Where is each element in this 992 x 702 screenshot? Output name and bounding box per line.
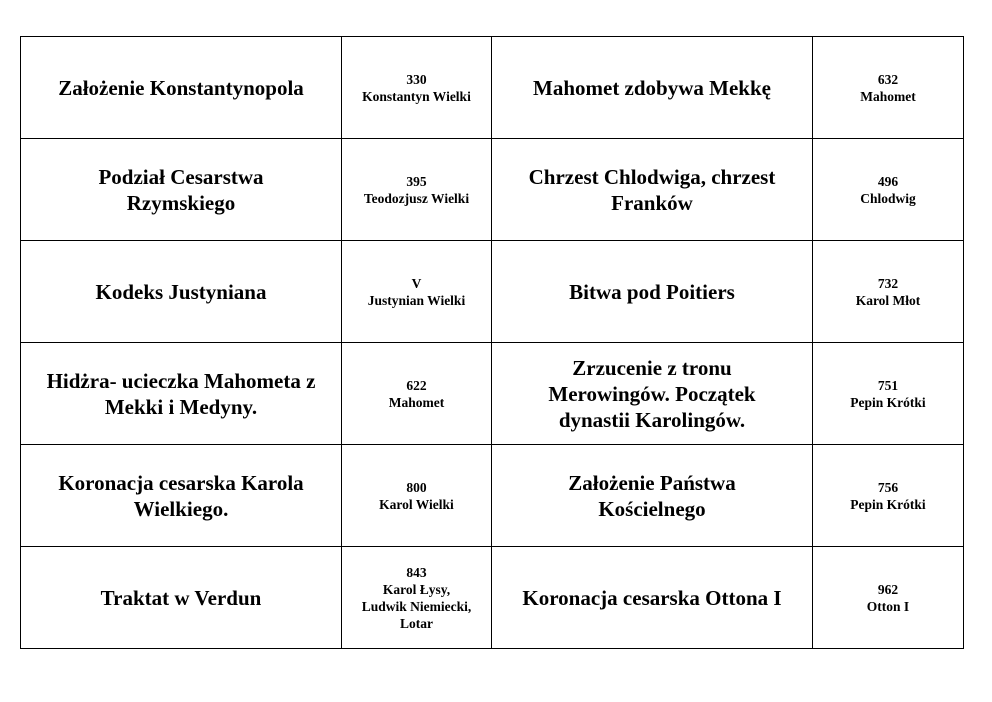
left-info-cell <box>342 445 492 547</box>
event-title-line: Zrzucenie z tronu <box>572 355 732 380</box>
event-date-name-line: 395 <box>406 173 427 189</box>
right-event-cell <box>492 343 813 445</box>
card-row <box>21 547 964 649</box>
event-date-name-line: 632 <box>877 71 899 87</box>
event-date-name-line: 496 <box>877 173 899 189</box>
event-date-name-line: 330 <box>406 71 427 87</box>
right-info-cell <box>813 547 964 649</box>
event-date-name-line: Teodozjusz Wielki <box>363 190 470 206</box>
event-title-line: Traktat w Verdun <box>100 585 262 610</box>
event-title-line: Rzymskiego <box>126 190 236 215</box>
event-date-name-line: Mahomet <box>388 394 445 410</box>
event-date-name-line: V <box>411 275 422 291</box>
right-event-cell <box>492 139 813 241</box>
event-date-name-line: Pepin Krótki <box>850 394 926 410</box>
right-event-cell <box>492 37 813 139</box>
right-info-cell <box>813 445 964 547</box>
right-info-cell <box>813 139 964 241</box>
event-date-name-line: Chlodwig <box>860 190 916 206</box>
event-title-line: Kodeks Justyniana <box>95 279 267 304</box>
event-title-line: Kościelnego <box>598 496 706 521</box>
event-title-line: Hidżra- ucieczka Mahometa z <box>46 368 316 393</box>
event-date-name-line: Karol Wielki <box>379 496 454 512</box>
left-info-cell <box>342 139 492 241</box>
event-title-line: dynastii Karolingów. <box>558 407 746 432</box>
event-date-name-line: Karol Młot <box>855 292 921 308</box>
card-row <box>21 241 964 343</box>
right-event-cell <box>492 241 813 343</box>
card-row <box>21 37 964 139</box>
event-date-name-line: 622 <box>406 377 427 393</box>
event-date-name-line: Lotar <box>400 615 433 631</box>
event-title-line: Mahomet zdobywa Mekkę <box>533 75 771 100</box>
left-event-cell <box>21 547 342 649</box>
left-event-cell <box>21 343 342 445</box>
right-event-cell <box>492 547 813 649</box>
event-title-line: Wielkiego. <box>133 496 229 521</box>
event-date-name-line: Ludwik Niemiecki, <box>361 598 472 614</box>
right-info-cell <box>813 343 964 445</box>
event-date-name-line: Otton I <box>866 598 910 614</box>
event-title-line: Koronacja cesarska Karola <box>58 470 304 495</box>
event-date-name-line: 962 <box>877 581 899 597</box>
event-title-line: Bitwa pod Poitiers <box>569 279 735 304</box>
right-info-cell <box>813 37 964 139</box>
event-date-name-line: 751 <box>877 377 899 393</box>
event-date-name-line: Mahomet <box>860 88 916 104</box>
event-date-name-line: 800 <box>406 479 427 495</box>
card-row <box>21 445 964 547</box>
card-row <box>21 139 964 241</box>
left-event-cell <box>21 241 342 343</box>
left-info-cell <box>342 343 492 445</box>
event-title-line: Chrzest Chlodwiga, chrzest <box>528 164 776 189</box>
card-row <box>21 343 964 445</box>
event-date-name-line: 732 <box>877 275 899 291</box>
event-title-line: Franków <box>611 190 693 215</box>
left-info-cell <box>342 241 492 343</box>
right-event-cell <box>492 445 813 547</box>
left-event-cell <box>21 445 342 547</box>
left-event-cell <box>21 139 342 241</box>
event-date-name-line: 756 <box>877 479 899 495</box>
event-title-line: Mekki i Medyny. <box>104 394 258 419</box>
left-info-cell <box>342 547 492 649</box>
cards-body <box>21 37 964 649</box>
event-title-line: Merowingów. Początek <box>548 381 756 406</box>
history-cards-table <box>20 36 964 649</box>
event-date-name-line: Pepin Krótki <box>850 496 926 512</box>
event-title-line: Podział Cesarstwa <box>98 164 264 189</box>
left-info-cell <box>342 37 492 139</box>
event-date-name-line: Konstantyn Wielki <box>362 88 471 104</box>
event-title-line: Założenie Konstantynopola <box>58 75 304 100</box>
event-date-name-line: Justynian Wielki <box>367 292 466 308</box>
event-date-name-line: 843 <box>406 564 427 580</box>
event-title-line: Koronacja cesarska Ottona I <box>522 585 782 610</box>
left-event-cell <box>21 37 342 139</box>
event-title-line: Założenie Państwa <box>568 470 736 495</box>
right-info-cell <box>813 241 964 343</box>
event-date-name-line: Karol Łysy, <box>382 581 451 597</box>
